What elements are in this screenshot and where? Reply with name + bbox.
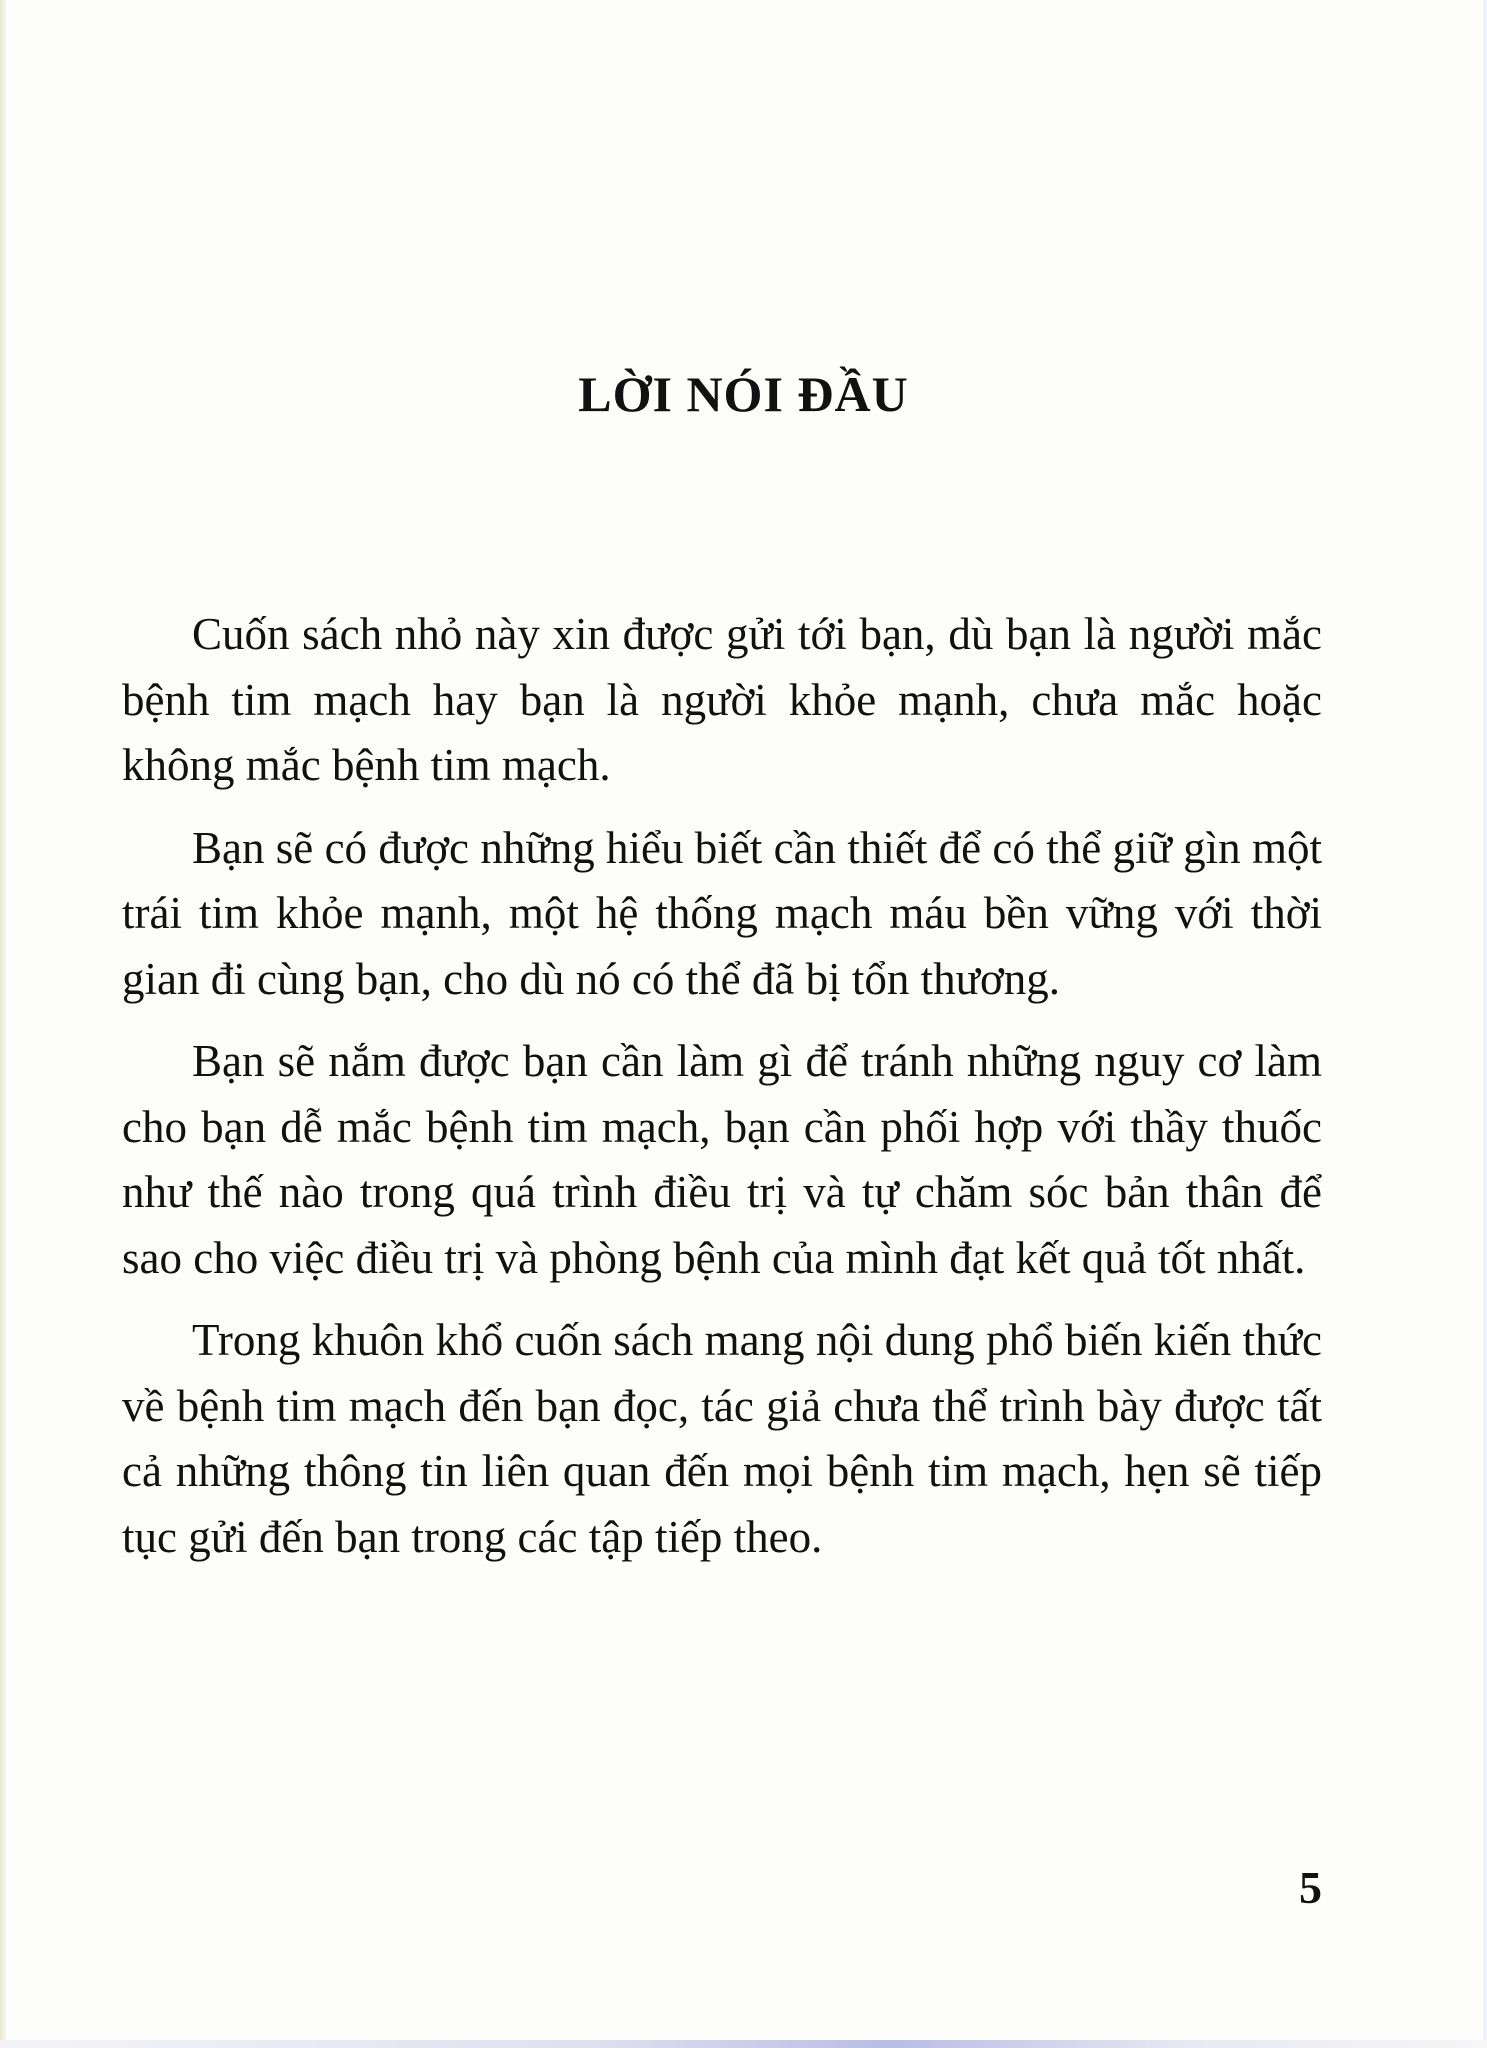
- page-spine-edge: [0, 0, 6, 2048]
- page-number: 5: [1299, 1862, 1322, 1913]
- paragraph-1: Cuốn sách nhỏ này xin được gửi tới bạn, dù bạn là người mắc bệnh tim mạch hay bạn là người khỏe mạnh, chưa mắc hoặc không mắc bệnh tim mạch.: [122, 609, 1322, 790]
- paragraph-2: Bạn sẽ có được những hiểu biết cần thiết để có thể giữ gìn một trái tim khỏe mạnh, một hệ thống mạch máu bền vững với thời gian đi cùng bạn, cho dù nó có thể đã bị tổn thương.: [122, 822, 1322, 1004]
- paragraph-3: Bạn sẽ nắm được bạn cần làm gì để tránh những nguy cơ làm cho bạn dễ mắc bệnh tim mạch, bạn cần phối hợp với thầy thuốc như thế nào trong quá trình điều trị và tự chăm sóc bản thân để sao cho việc điều trị và phòng bệnh của mình đạt kết quả tốt nhất.: [122, 1036, 1322, 1283]
- paragraph-4: Trong khuôn khổ cuốn sách mang nội dung phổ biến kiến thức về bệnh tim mạch đến bạn đọc, tác giả chưa thể trình bày được tất cả những thông tin liên quan đến mọi bệnh tim mạch, hẹn sẽ tiếp tục gửi đến bạn trong các tập tiếp theo.: [122, 1315, 1322, 1562]
- body-text: [122, 602, 1322, 1587]
- page-bottom-edge: [0, 2040, 1487, 2048]
- page-title: LỜI NÓI ĐẦU: [578, 366, 909, 422]
- page-right-edge: [1483, 0, 1487, 2048]
